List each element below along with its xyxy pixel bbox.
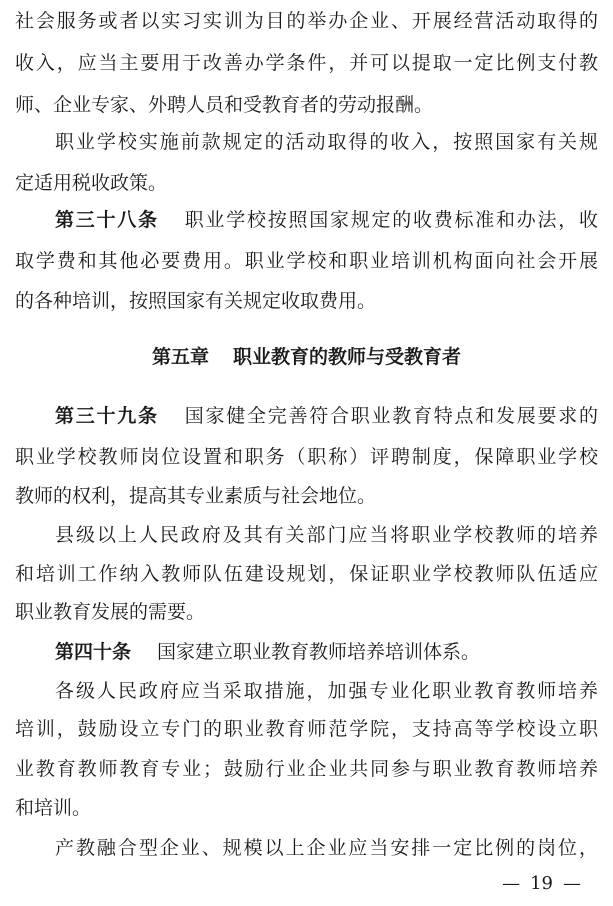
paragraph-1-line-2: 收入，应当主要用于改善办学条件，并可以提取一定比例支付教 — [15, 52, 598, 74]
article-38-line-2: 取学费和其他必要费用。职业学校和职业培训机构面向社会开展 — [15, 250, 598, 272]
paragraph-2-line-1: 职业学校实施前款规定的活动取得的收入，按照国家有关规 — [55, 131, 598, 153]
article-38-text: 职业学校按照国家规定的收费标准和办法，收 — [184, 209, 598, 231]
chapter-number: 第五章 — [151, 346, 209, 368]
paragraph-4-line-3: 业教育教师教育专业；鼓励行业企业共同参与职业教育教师培养 — [15, 758, 598, 780]
page-number: 19 — [530, 873, 553, 894]
paragraph-1-line-1: 社会服务或者以实习实训为目的举办企业、开展经营活动取得的 — [15, 10, 598, 32]
chapter-heading — [15, 345, 598, 369]
article-39-line-3: 教师的权利，提高其专业素质与社会地位。 — [15, 485, 377, 507]
paragraph-5-line-1: 产教融合型企业、规模以上企业应当安排一定比例的岗位， — [55, 837, 598, 859]
paragraph-4-line-1: 各级人民政府应当采取措施，加强专业化职业教育教师培养 — [55, 680, 598, 702]
article-39-text: 国家健全完善符合职业教育特点和发展要求的 — [184, 405, 598, 427]
paragraph-1-line-3: 师、企业专家、外聘人员和受教育者的劳动报酬。 — [15, 94, 434, 116]
paragraph-3-line-3: 职业教育发展的需要。 — [15, 601, 206, 623]
article-38-label: 第三十八条 — [55, 209, 159, 231]
paragraph-3-line-2: 和培训工作纳入教师队伍建设规划，保证职业学校教师队伍适应 — [15, 563, 598, 585]
article-38-line-1 — [15, 208, 598, 232]
article-40-label: 第四十条 — [55, 641, 132, 663]
article-39-label: 第三十九条 — [55, 405, 159, 427]
article-40-line-1 — [15, 640, 598, 664]
article-39-line-1 — [15, 404, 598, 428]
paragraph-2-line-2: 定适用税收政策。 — [15, 172, 168, 194]
chapter-title: 职业教育的教师与受教育者 — [233, 346, 462, 368]
article-40-text: 国家建立职业教育教师培养培训体系。 — [157, 641, 481, 663]
footer-dash-left: — — [502, 873, 521, 894]
paragraph-4-line-4: 和培训。 — [15, 797, 92, 819]
article-39-line-2: 职业学校教师岗位设置和职务（职称）评聘制度，保障职业学校 — [15, 446, 598, 468]
paragraph-4-line-2: 培训，鼓励设立专门的职业教育师范学院，支持高等学校设立职 — [15, 718, 598, 740]
paragraph-3-line-1: 县级以上人民政府及其有关部门应当将职业学校教师的培养 — [55, 524, 598, 546]
footer-dash-right: — — [563, 873, 581, 894]
article-38-line-3: 的各种培训，按照国家有关规定收取费用。 — [15, 290, 377, 312]
page-number-footer — [492, 873, 591, 895]
